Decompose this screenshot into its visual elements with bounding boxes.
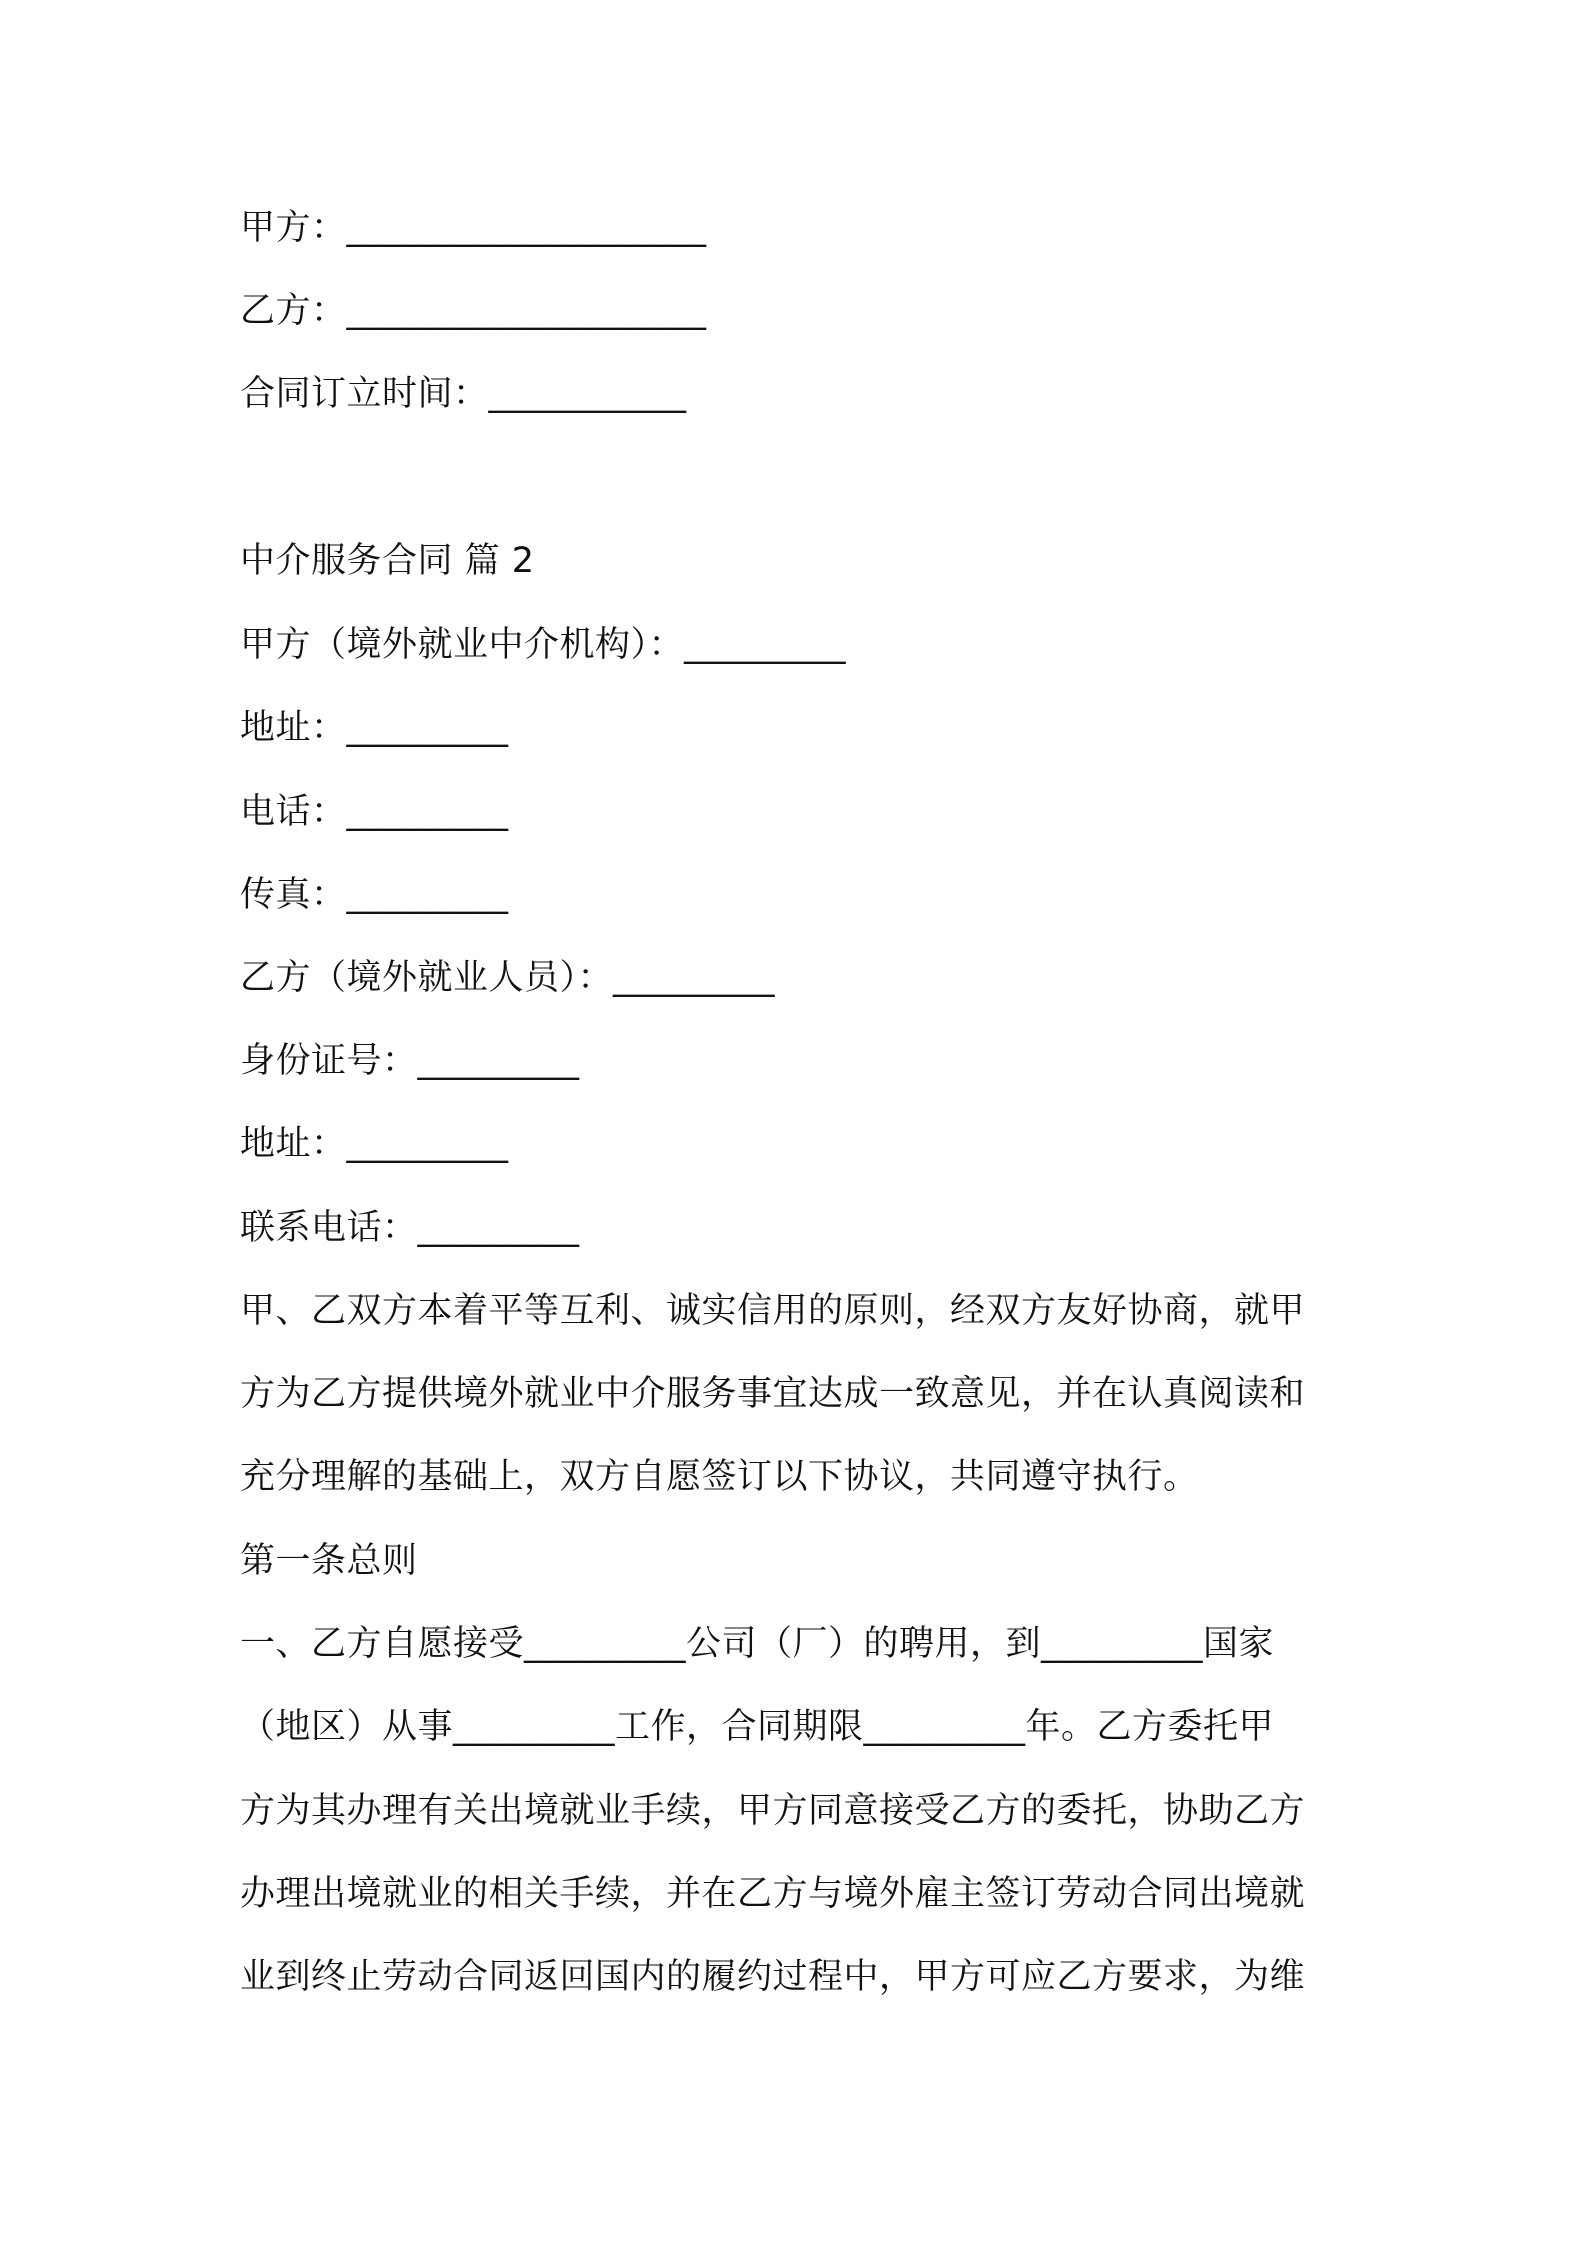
- field-label: 传真：: [240, 875, 347, 915]
- worker-line: [240, 953, 1360, 1003]
- agency-fax-line: [240, 870, 1360, 920]
- preamble-line: 充分理解的基础上，双方自愿签订以下协议，共同遵守执行。: [240, 1457, 1199, 1497]
- article-line: （地区）从事_________工作，合同期限_________年。乙方委托甲: [240, 1707, 1275, 1747]
- contract-date-line: [240, 369, 1360, 419]
- field-blank: _________: [346, 708, 509, 748]
- field-blank: _________: [684, 625, 847, 665]
- field-label: 地址：: [240, 708, 347, 748]
- id-number-line: [240, 1036, 1360, 1086]
- section-title: 中介服务合同 篇 2: [240, 541, 535, 581]
- worker-address-line: [240, 1119, 1360, 1169]
- field-label: 乙方（境外就业人员）：: [240, 958, 614, 998]
- field-label: 身份证号：: [240, 1041, 418, 1081]
- field-blank: _________: [417, 1041, 580, 1081]
- agency-phone-line: [240, 787, 1360, 837]
- field-blank: _________: [346, 792, 509, 832]
- contract-date-blank: ___________: [488, 374, 687, 414]
- party-b-line: [240, 286, 1360, 336]
- party-a-blank: ____________________: [346, 208, 707, 248]
- article-line: 业到终止劳动合同返回国内的履约过程中，甲方可应乙方要求，为维: [240, 1957, 1306, 1997]
- worker-phone-line: [240, 1203, 1360, 1253]
- field-blank: _________: [417, 1208, 580, 1248]
- field-label: 电话：: [240, 792, 347, 832]
- party-b-label: 乙方：: [240, 291, 347, 331]
- article-line: 一、乙方自愿接受_________公司（厂）的聘用，到_________国家: [240, 1624, 1275, 1664]
- field-blank: _________: [613, 958, 776, 998]
- article-line: 方为其办理有关出境就业手续，甲方同意接受乙方的委托，协助乙方: [240, 1791, 1306, 1831]
- contract-date-label: 合同订立时间：: [240, 374, 489, 414]
- preamble-line: 方为乙方提供境外就业中介服务事宜达成一致意见，并在认真阅读和: [240, 1374, 1306, 1414]
- preamble-line: 甲、乙双方本着平等互利、诚实信用的原则，经双方友好协商，就甲: [240, 1291, 1306, 1331]
- article-line: 办理出境就业的相关手续，并在乙方与境外雇主签订劳动合同出境就: [240, 1874, 1306, 1914]
- field-label: 地址：: [240, 1124, 347, 1164]
- field-label: 甲方（境外就业中介机构）：: [240, 625, 685, 665]
- party-a-line: [240, 203, 1360, 253]
- agency-address-line: [240, 703, 1360, 753]
- field-blank: _________: [346, 875, 509, 915]
- field-label: 联系电话：: [240, 1208, 418, 1248]
- field-blank: _________: [346, 1124, 509, 1164]
- agency-line: [240, 620, 1360, 670]
- party-b-blank: ____________________: [346, 291, 707, 331]
- party-a-label: 甲方：: [240, 208, 347, 248]
- article-title: 第一条总则: [240, 1541, 418, 1581]
